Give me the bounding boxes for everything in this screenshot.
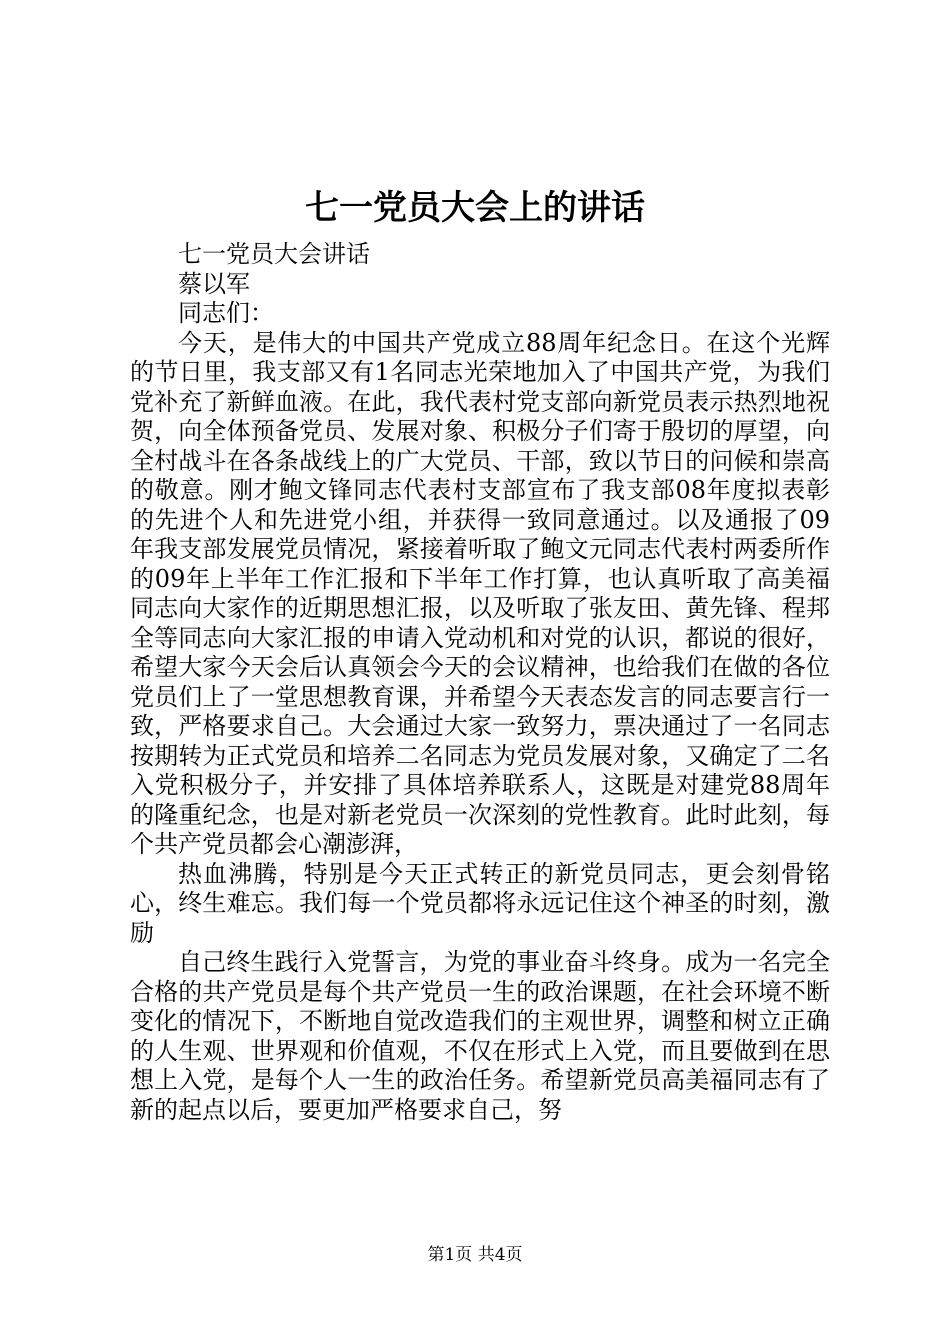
- page-footer: [0, 1243, 950, 1267]
- body-paragraph: 自己终生践行入党誓言，为党的事业奋斗终身。成为一名完全合格的共产党员是每个共产党员一生的政治课题，在社会环境不断变化的情况下，不断地自觉改造我们的主观世界，调整和树立正确的人生观、世界观和价值观，不仅在形式上入党，而且要做到在思想上入党，是每个人一生的政治任务。希望新党员高美福同志有了新的起点以后，要更加严格要求自己，努: [130, 948, 830, 1124]
- document-title: 七一党员大会上的讲话: [305, 188, 645, 228]
- page-number-label: 第1页 共4页: [427, 1245, 523, 1265]
- document-body: [130, 240, 830, 1125]
- body-paragraph: 今天，是伟大的中国共产党成立88周年纪念日。在这个光辉的节日里，我支部又有1名同志光荣地加入了中国共产党，为我们党补充了新鲜血液。在此，我代表村党支部向新党员表示热烈地祝贺，向全体预备党员、发展对象、积极分子们寄于殷切的厚望，向全村战斗在各条战线上的广大党员、干部，致以节日的问候和崇高的敬意。刚才鲍文锋同志代表村支部宣布了我支部08年度拟表彰的先进个人和先进党小组，并获得一致同意通过。以及通报了09年我支部发展党员情况，紧接着听取了鲍文元同志代表村两委所作的09年上半年工作汇报和下半年工作打算，也认真听取了高美福同志向大家作的近期思想汇报，以及听取了张友田、黄先锋、程邦全等同志向大家汇报的申请入党动机和对党的认识，都说的很好，希望大家今天会后认真领会今天的会议精神，也给我们在做的各位党员们上了一堂思想教育课，并希望今天表态发言的同志要言行一致，严格要求自己。大会通过大家一致努力，票决通过了一名同志按期转为正式党员和培养二名同志为党员发展对象，又确定了二名入党积极分子，并安排了具体培养联系人，这既是对建党88周年的隆重纪念，也是对新老党员一次深刻的党性教育。此时此刻，每个共产党员都会心潮澎湃，: [130, 328, 830, 858]
- salutation-line: 同志们：: [178, 299, 274, 327]
- subtitle-line: 七一党员大会讲话: [178, 240, 370, 268]
- author-line: 蔡以军: [178, 269, 250, 298]
- body-paragraph: 热血沸腾，特别是今天正式转正的新党员同志，更会刻骨铭心，终生难忘。我们每一个党员都将永远记住这个神圣的时刻，激励: [130, 859, 830, 947]
